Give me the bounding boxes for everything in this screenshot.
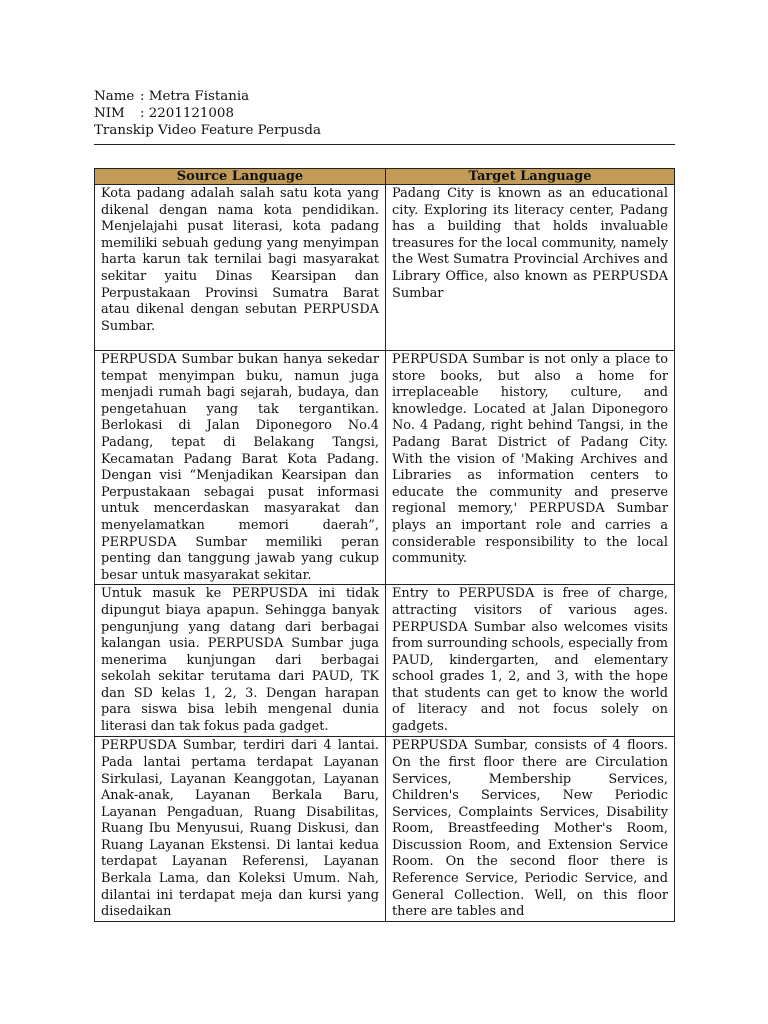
nim-label: NIM bbox=[94, 106, 125, 121]
name-label: Name bbox=[94, 89, 135, 104]
target-cell: Padang City is known as an educational city. Exploring its literacy center, Padang has a building that holds invaluable treasures for the local community, namely the West Sumatra Provincial Archives and Library Office, also known as PERPUSDA Sumbar bbox=[386, 185, 675, 351]
table-row bbox=[95, 585, 675, 737]
target-cell: PERPUSDA Sumbar is not only a place to store books, but also a home for irreplaceable history, culture, and knowledge. Located at Jalan Diponegoro No. 4 Padang, right behind Tangsi, in the Padang Barat District of Padang City. With the vision of 'Making Archives and Libraries as information centers to educate the community and preserve regional memory,' PERPUSDA Sumbar plays an important role and carries a considerable responsibility to the local community. bbox=[386, 351, 675, 585]
document-header bbox=[94, 88, 675, 139]
translation-table bbox=[94, 168, 675, 922]
table-row bbox=[95, 185, 675, 351]
target-cell: PERPUSDA Sumbar, consists of 4 floors. On the first floor there are Circulation Services, Membership Services, Children's Services, New Periodic Services, Complaints Services, Disability Room, Breastfeeding Mother's Room, Discussion Room, and Extension Service Room. On the second floor there is Reference Service, Periodic Service, and General Collection. Well, on this floor there are tables and bbox=[386, 737, 675, 922]
header-divider bbox=[94, 144, 675, 145]
document-title: Transkip Video Feature Perpusda bbox=[94, 123, 321, 138]
nim-value: : 2201121008 bbox=[140, 106, 234, 121]
table-row bbox=[95, 351, 675, 585]
source-language-header: Source Language bbox=[95, 169, 386, 185]
nim-line bbox=[94, 105, 675, 122]
name-value: : Metra Fistania bbox=[140, 89, 250, 104]
source-cell: PERPUSDA Sumbar, terdiri dari 4 lantai. Pada lantai pertama terdapat Layanan Sirkulasi, Layanan Keanggotan, Layanan Anak-anak, Layanan Berkala Baru, Layanan Pengaduan, Ruang Disabilitas, Ruang Ibu Menyusui, Ruang Diskusi, dan Ruang Layanan Ekstensi. Di lantai kedua terdapat Layanan Referensi, Layanan Berkala Lama, dan Koleksi Umum. Nah, dilantai ini terdapat meja dan kursi yang disedaikan bbox=[95, 737, 386, 922]
target-language-header: Target Language bbox=[386, 169, 675, 185]
name-line bbox=[94, 88, 675, 105]
table-header-row bbox=[95, 169, 675, 185]
source-cell: Kota padang adalah salah satu kota yang dikenal dengan nama kota pendidikan. Menjelajahi pusat literasi, kota padang memiliki sebuah gedung yang menyimpan harta karun tak ternilai bagi masyarakat sekitar yaitu Dinas Kearsipan dan Perpustakaan Provinsi Sumatra Barat atau dikenal dengan sebutan PERPUSDA Sumbar. bbox=[95, 185, 386, 351]
target-cell: Entry to PERPUSDA is free of charge, attracting visitors of various ages. PERPUSDA Sumbar also welcomes visits from surrounding schools, especially from PAUD, kindergarten, and elementary school grades 1, 2, and 3, with the hope that students can get to know the world of literacy and not focus solely on gadgets. bbox=[386, 585, 675, 737]
source-cell: PERPUSDA Sumbar bukan hanya sekedar tempat menyimpan buku, namun juga menjadi rumah bagi sejarah, budaya, dan pengetahuan yang tak tergantikan. Berlokasi di Jalan Diponegoro No.4 Padang, tepat di Belakang Tangsi, Kecamatan Padang Barat Kota Padang. Dengan visi “Menjadikan Kearsipan dan Perpustakaan sebagai pusat informasi untuk mencerdaskan masyarakat dan menyelamatkan memori daerah”, PERPUSDA Sumbar memiliki peran penting dan tanggung jawab yang cukup besar untuk masyarakat sekitar. bbox=[95, 351, 386, 585]
source-cell: Untuk masuk ke PERPUSDA ini tidak dipungut biaya apapun. Sehingga banyak pengunjung yang datang dari berbagai kalangan usia. PERPUSDA Sumbar juga menerima kunjungan dari berbagai sekolah sekitar terutama dari PAUD, TK dan SD kelas 1, 2, 3. Dengan harapan para siswa bisa lebih mengenal dunia literasi dan tak fokus pada gadget. bbox=[95, 585, 386, 737]
table-row bbox=[95, 737, 675, 922]
